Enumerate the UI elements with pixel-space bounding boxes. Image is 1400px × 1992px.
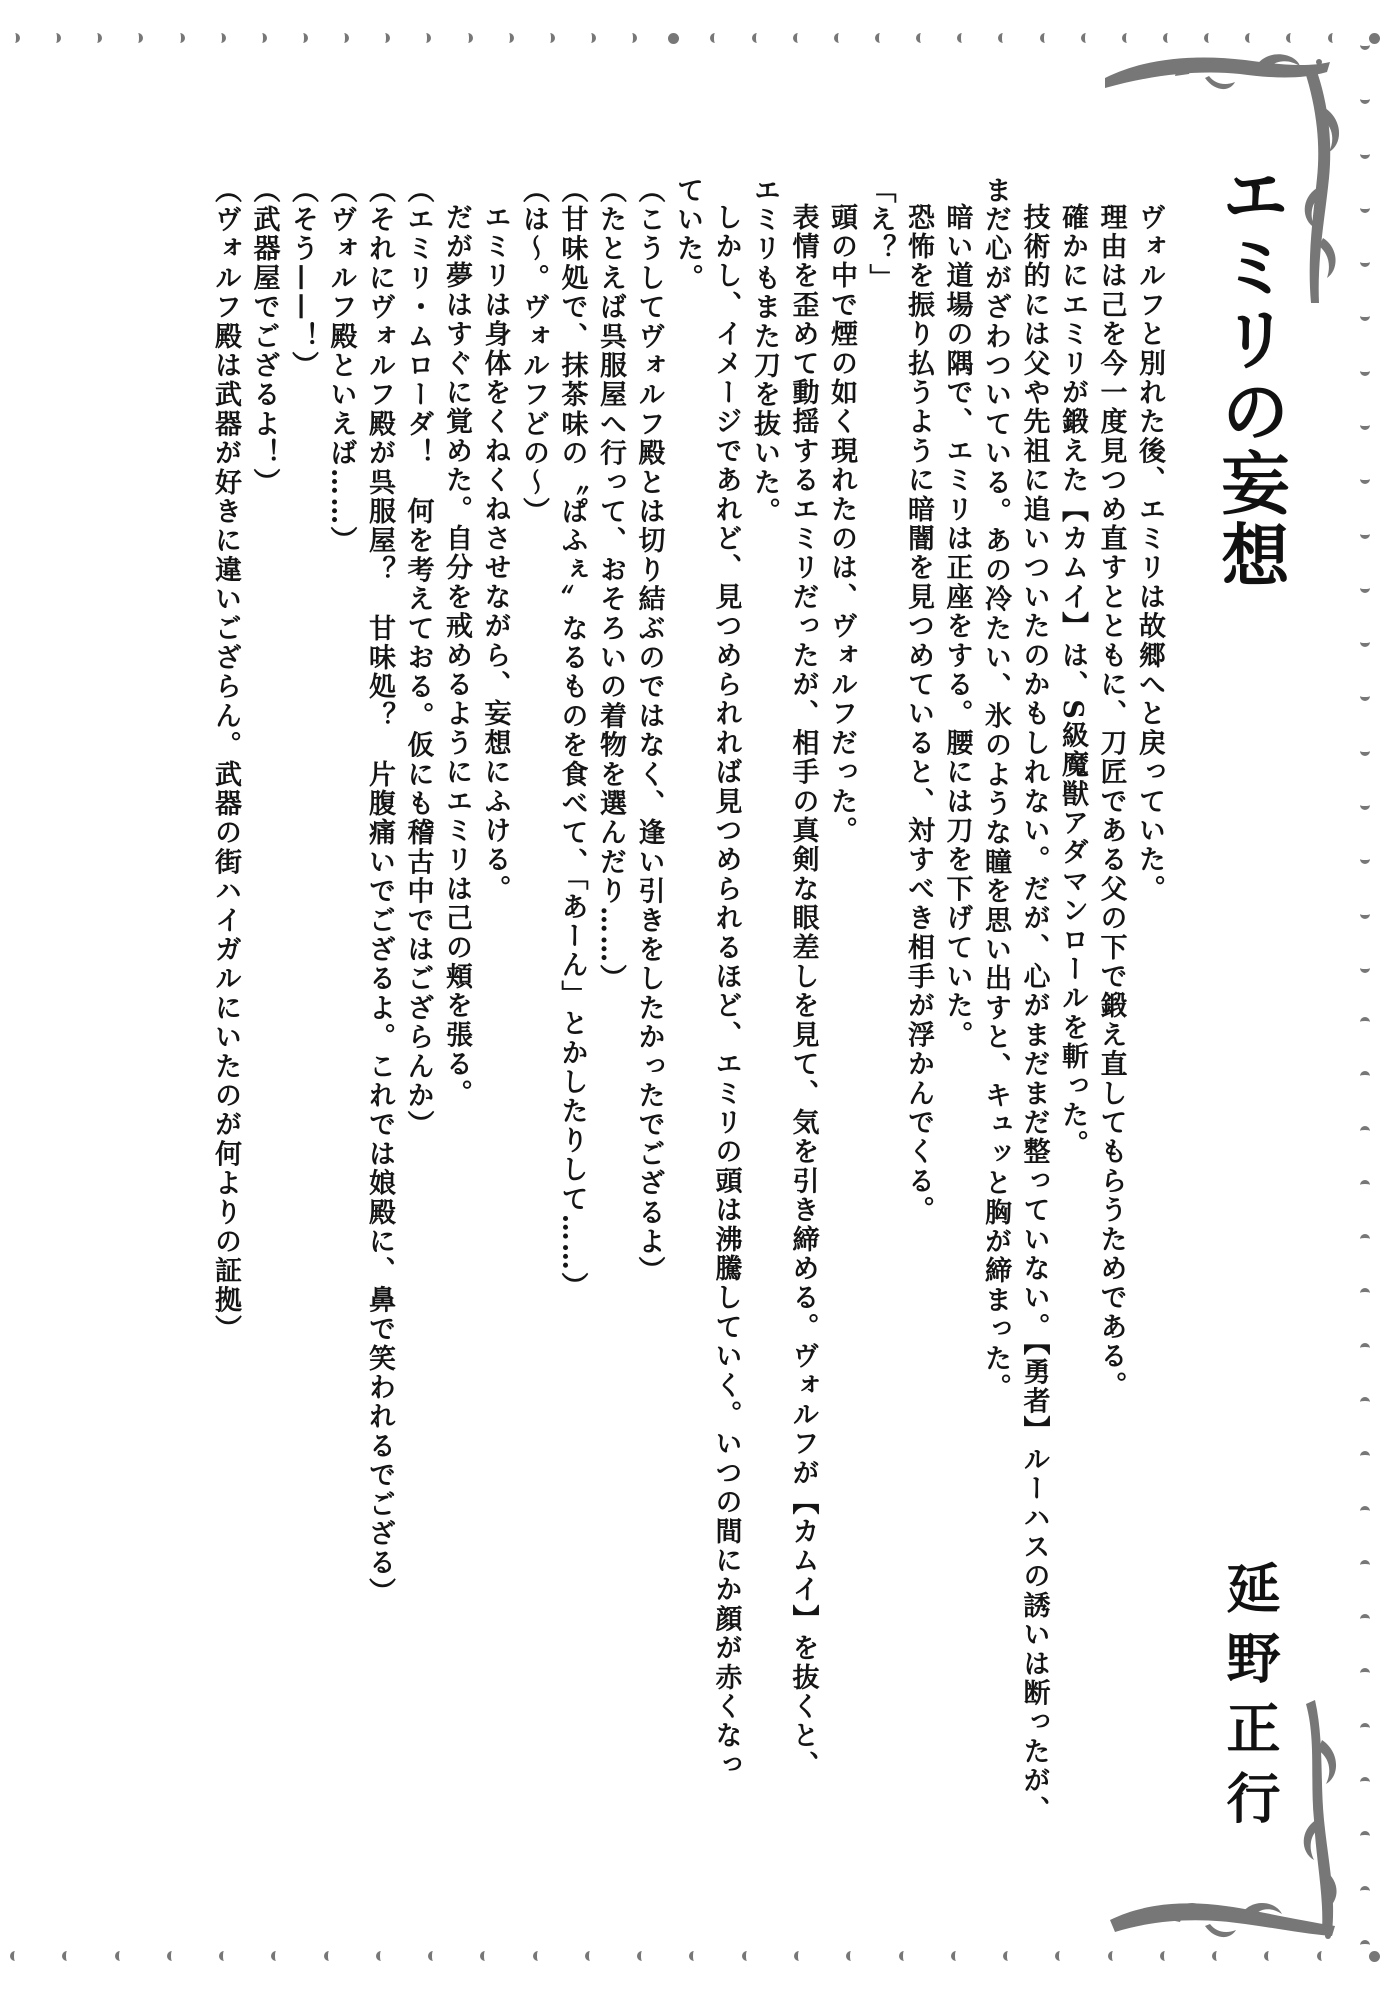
- text-line: 頭の中で煙の如く現れたのは、ヴォルフだった。: [826, 203, 857, 846]
- border-dot-icon: [1360, 149, 1370, 159]
- border-dot-icon: [586, 33, 596, 43]
- border-dot-icon: [1360, 1886, 1370, 1896]
- border-dot-icon: [1003, 1951, 1013, 1961]
- border-dot-icon: [1360, 1071, 1370, 1081]
- text-line: （そう——！）: [287, 176, 318, 381]
- border-dot-icon: [899, 1951, 909, 1961]
- text-line: しかし、イメージであれど、見つめられれば見つめられるほど、エミリの頭は沸騰していく。いつの間にか顔が赤くなっ: [710, 203, 742, 1780]
- text-line: だが夢はすぐに覚めた。自分を戒めるようにエミリは己の頬を張る。: [441, 203, 472, 1109]
- border-dot-icon: [421, 33, 431, 43]
- text-line: 「え？」: [864, 176, 896, 293]
- text-line: ヴォルフと別れた後、エミリは故郷へと戻っていた。: [1134, 203, 1165, 904]
- border-dot-icon: [1055, 1951, 1065, 1961]
- text-line: ていた。: [672, 176, 703, 293]
- text-line: まだ心がざわついている。あの冷たい、氷のような瞳を思い出すと、キュッと胸が締まった。: [980, 176, 1011, 1403]
- border-dot-icon: [1360, 1668, 1370, 1678]
- text-line: エミリは身体をくねくねさせながら、妄想にふける。: [479, 203, 511, 904]
- border-dot-icon: [324, 1951, 334, 1961]
- border-dot-icon: [1360, 1234, 1370, 1244]
- text-line: 表情を歪めて動揺するエミリだったが、相手の真剣な眼差しを見て、気を引き締める。ヴォルフが【カムイ】を抜くと、: [787, 203, 819, 1780]
- right-dotted-border: [1355, 40, 1375, 1950]
- text-line: 技術的には父や先祖に追いついたのかもしれない。だが、心がまだまだ整っていない。【勇者】ルーハスの誘いは断ったが、: [1018, 203, 1050, 1825]
- border-dot-icon: [1360, 1831, 1370, 1841]
- border-dot-icon: [742, 1951, 752, 1961]
- border-dot-icon: [668, 33, 679, 44]
- border-dot-icon: [1360, 1614, 1370, 1624]
- text-line: （こうしてヴォルフ殿とは切り結ぶのではなく、逢い引きをしたかったでござるよ）: [633, 176, 665, 1286]
- border-dot-icon: [998, 33, 1008, 43]
- border-dot-icon: [1163, 33, 1173, 43]
- text-line: （ヴォルフ殿は武器が好きに違いござらん。武器の街ハイガルにいたのが何よりの証拠）: [210, 176, 241, 1344]
- border-dot-icon: [1360, 1180, 1370, 1190]
- border-dot-icon: [1360, 1451, 1370, 1461]
- top-dotted-border: [10, 28, 1380, 48]
- border-dot-icon: [793, 33, 803, 43]
- border-dot-icon: [1360, 1397, 1370, 1407]
- border-dot-icon: [175, 33, 185, 43]
- chapter-title: エミリの妄想: [1210, 160, 1289, 592]
- border-dot-icon: [10, 33, 20, 43]
- border-dot-icon: [1360, 1343, 1370, 1353]
- border-dot-icon: [1360, 746, 1370, 756]
- text-line: （エミリ・ムローダ！ 何を考えておる。仮にも稽古中ではござらんか）: [402, 176, 434, 1140]
- border-dot-icon: [1369, 1951, 1380, 1962]
- border-dot-icon: [1360, 366, 1370, 376]
- text-line: 暗い道場の隅で、エミリは正座をする。腰には刀を下げていた。: [941, 203, 973, 1050]
- text-line: 確かにエミリが鍛えた【カムイ】は、S級魔獣アダマンロールを斬った。: [1057, 203, 1088, 1160]
- border-dot-icon: [1286, 33, 1296, 43]
- border-dot-icon: [1245, 33, 1255, 43]
- border-dot-icon: [1360, 800, 1370, 810]
- border-dot-icon: [1360, 691, 1370, 701]
- text-line: （ヴォルフ殿といえば……）: [325, 176, 357, 556]
- text-line: （甘味処で、抹茶味の〝ぱふぇ〟なるものを食べて、「あーん」とかしたりして……）: [556, 176, 588, 1302]
- border-dot-icon: [1360, 1777, 1370, 1787]
- border-dot-icon: [951, 1951, 961, 1961]
- border-dot-icon: [271, 1951, 281, 1961]
- border-dot-icon: [10, 1951, 20, 1961]
- text-line: （それにヴォルフ殿が呉服屋？ 甘味処？ 片腹痛いでござるよ。これでは娘殿に、鼻で笑われるでござる）: [364, 176, 395, 1607]
- border-dot-icon: [1360, 529, 1370, 539]
- border-dot-icon: [428, 1951, 438, 1961]
- border-dot-icon: [1360, 1940, 1370, 1950]
- border-dot-icon: [1360, 1506, 1370, 1516]
- border-dot-icon: [463, 33, 473, 43]
- border-dot-icon: [1360, 854, 1370, 864]
- border-dot-icon: [1360, 909, 1370, 919]
- border-dot-icon: [376, 1951, 386, 1961]
- border-dot-icon: [92, 33, 102, 43]
- border-dot-icon: [846, 1951, 856, 1961]
- border-dot-icon: [1360, 94, 1370, 104]
- border-dot-icon: [1204, 33, 1214, 43]
- border-dot-icon: [1360, 203, 1370, 213]
- border-dot-icon: [834, 33, 844, 43]
- border-dot-icon: [504, 33, 514, 43]
- border-dot-icon: [257, 33, 267, 43]
- border-dot-icon: [1360, 1017, 1370, 1027]
- border-dot-icon: [62, 1951, 72, 1961]
- text-line: 理由は己を今一度見つめ直すとともに、刀匠である父の下で鍛え直してもらうためである。: [1095, 203, 1127, 1401]
- border-dot-icon: [1360, 583, 1370, 593]
- border-dot-icon: [216, 33, 226, 43]
- border-dot-icon: [545, 33, 555, 43]
- border-dot-icon: [1360, 420, 1370, 430]
- story-body: [206, 176, 1169, 1825]
- border-dot-icon: [533, 1951, 543, 1961]
- border-dot-icon: [298, 33, 308, 43]
- border-dot-icon: [1122, 33, 1132, 43]
- border-dot-icon: [1360, 311, 1370, 321]
- border-dot-icon: [1360, 1560, 1370, 1570]
- border-dot-icon: [585, 1951, 595, 1961]
- border-dot-icon: [115, 1951, 125, 1961]
- border-dot-icon: [1360, 474, 1370, 484]
- border-dot-icon: [1081, 33, 1091, 43]
- border-dot-icon: [1108, 1951, 1118, 1961]
- border-dot-icon: [1360, 1723, 1370, 1733]
- border-dot-icon: [1360, 963, 1370, 973]
- border-dot-icon: [875, 33, 885, 43]
- border-dot-icon: [1360, 40, 1370, 50]
- border-dot-icon: [1317, 1951, 1327, 1961]
- border-dot-icon: [133, 33, 143, 43]
- border-dot-icon: [1360, 1126, 1370, 1136]
- author-name: 延野正行: [1218, 1560, 1281, 1840]
- border-dot-icon: [1360, 257, 1370, 267]
- border-dot-icon: [689, 1951, 699, 1961]
- border-dot-icon: [1212, 1951, 1222, 1961]
- border-dot-icon: [916, 33, 926, 43]
- border-dot-icon: [752, 33, 762, 43]
- border-dot-icon: [1360, 637, 1370, 647]
- border-dot-icon: [627, 33, 637, 43]
- border-dot-icon: [1360, 1288, 1370, 1298]
- border-dot-icon: [219, 1951, 229, 1961]
- border-dot-icon: [51, 33, 61, 43]
- border-dot-icon: [637, 1951, 647, 1961]
- border-dot-icon: [710, 33, 720, 43]
- text-line: エミリもまた刀を抜いた。: [749, 176, 780, 527]
- text-line: （は～。ヴォルフどの～）: [518, 176, 549, 527]
- border-dot-icon: [480, 1951, 490, 1961]
- border-dot-icon: [167, 1951, 177, 1961]
- border-dot-icon: [1264, 1951, 1274, 1961]
- border-dot-icon: [1328, 33, 1338, 43]
- border-dot-icon: [339, 33, 349, 43]
- border-dot-icon: [1160, 1951, 1170, 1961]
- text-line: （たとえば呉服屋へ行って、おそろいの着物を選んだり……）: [595, 176, 626, 994]
- border-dot-icon: [794, 1951, 804, 1961]
- text-line: （武器屋でござるよ！）: [248, 176, 280, 498]
- border-dot-icon: [957, 33, 967, 43]
- border-dot-icon: [380, 33, 390, 43]
- border-dot-icon: [1040, 33, 1050, 43]
- text-line: 恐怖を振り払うように暗闇を見つめていると、対すべき相手が浮かんでくる。: [903, 203, 934, 1225]
